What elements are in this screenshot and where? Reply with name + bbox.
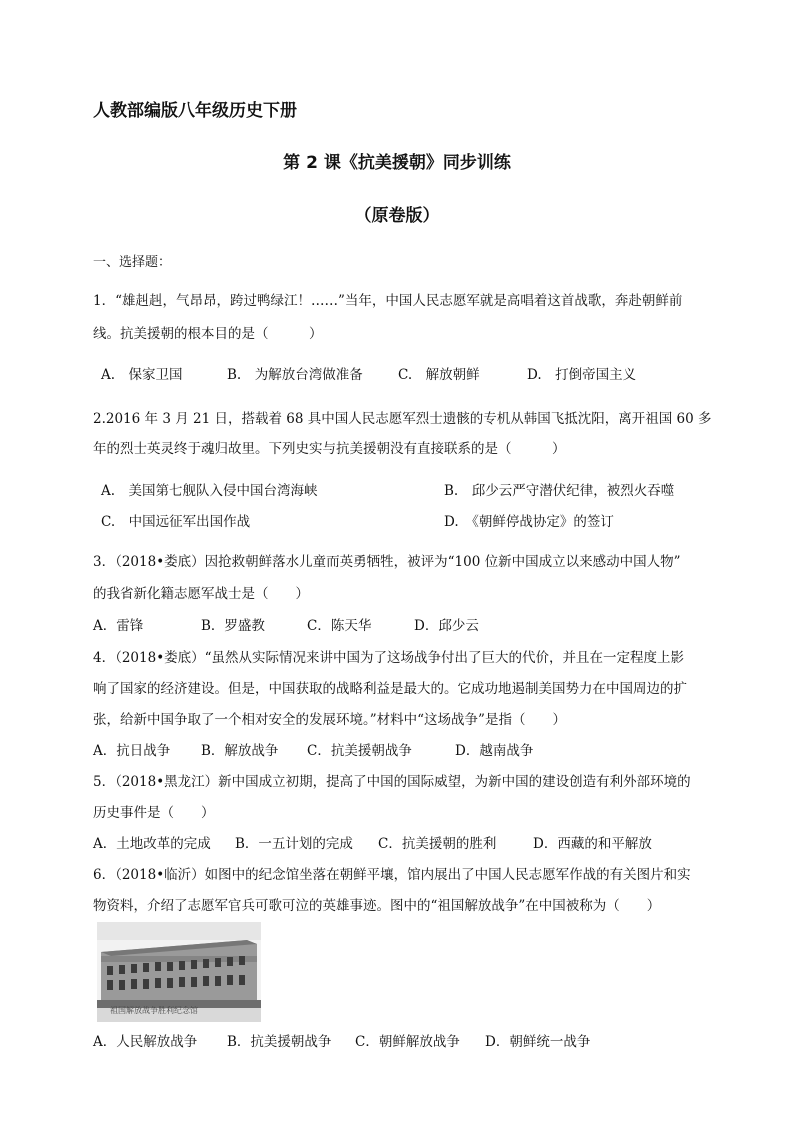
question-3-option-b[interactable]: B．罗盛教: [201, 618, 265, 634]
section-title: 一、选择题：: [93, 255, 172, 270]
question-6-option-a[interactable]: A．人民解放战争: [93, 1034, 198, 1050]
question-4-line-1: 4．（2018•娄底）“虽然从实际情况来讲中国为了这场战争付出了巨大的代价，并且在一定程度上影: [93, 650, 685, 666]
question-5-option-c[interactable]: C．抗美援朝的胜利: [378, 836, 497, 852]
question-2-option-d[interactable]: D. 《朝鲜停战协定》的签订: [444, 514, 614, 530]
question-3-line-2: 的我省新化籍志愿军战士是（ ）: [93, 586, 309, 602]
series-title: 人教部编版八年级历史下册: [93, 101, 297, 121]
question-1-line-2: 线。抗美援朝的根本目的是（ ）: [93, 326, 323, 342]
lesson-title: 第 2 课《抗美援朝》同步训练: [283, 153, 511, 173]
question-2-option-c[interactable]: C. 中国远征军出国作战: [101, 514, 251, 530]
question-1-option-d[interactable]: D. 打倒帝国主义: [527, 367, 637, 383]
question-5-line-1: 5．（2018•黑龙江）新中国成立初期，提高了中国的国际威望，为新中国的建设创造有利外部环境的: [93, 774, 691, 790]
question-2-line-1: 2.2016 年 3 月 21 日，搭载着 68 具中国人民志愿军烈士遗骸的专机从韩国飞抵沈阳，离开祖国 60 多: [93, 411, 712, 427]
question-2-option-a[interactable]: A. 美国第七舰队入侵中国台湾海峡: [101, 483, 318, 499]
question-4-option-d[interactable]: D．越南战争: [455, 743, 534, 759]
question-3-option-a[interactable]: A．雷锋: [93, 618, 144, 634]
question-4-line-3: 张，给新中国争取了一个相对安全的发展环境。”材料中“这场战争”是指（ ）: [93, 712, 566, 728]
question-5-option-b[interactable]: B．一五计划的完成: [235, 836, 353, 852]
question-1-option-b[interactable]: B. 为解放台湾做准备: [227, 367, 363, 383]
question-4-option-a[interactable]: A．抗日战争: [93, 743, 171, 759]
question-1-option-a[interactable]: A. 保家卫国: [101, 367, 183, 383]
question-6-line-1: 6．（2018•临沂）如图中的纪念馆坐落在朝鲜平壤，馆内展出了中国人民志愿军作战的有关图片和实: [93, 867, 691, 883]
question-3-option-d[interactable]: D．邱少云: [414, 618, 479, 634]
question-6-option-d[interactable]: D．朝鲜统一战争: [485, 1034, 591, 1050]
question-5-line-2: 历史事件是（ ）: [93, 805, 215, 821]
question-3-line-1: 3．（2018•娄底）因抢救朝鲜落水儿童而英勇牺牲，被评为“100 位新中国成立以来感动中国人物”: [93, 554, 681, 570]
question-4-line-2: 响了国家的经济建设。但是，中国获取的战略利益是最大的。它成功地遏制美国势力在中国周边的扩: [93, 681, 687, 697]
question-3-option-c[interactable]: C．陈天华: [307, 618, 372, 634]
question-6-option-c[interactable]: C．朝鲜解放战争: [355, 1034, 460, 1050]
question-6-line-2: 物资料，介绍了志愿军官兵可歌可泣的英雄事迹。图中的“祖国解放战争”在中国被称为（ ）: [93, 898, 661, 914]
question-4-option-b[interactable]: B．解放战争: [201, 743, 279, 759]
question-2-line-2: 年的烈士英灵终于魂归故里。下列史实与抗美援朝没有直接联系的是（ ）: [93, 441, 566, 457]
question-5-option-d[interactable]: D．西藏的和平解放: [533, 836, 652, 852]
question-6-option-b[interactable]: B．抗美援朝战争: [227, 1034, 332, 1050]
question-4-option-c[interactable]: C．抗美援朝战争: [307, 743, 412, 759]
question-1-option-c[interactable]: C. 解放朝鲜: [398, 367, 480, 383]
edition-label: （原卷版）: [354, 206, 440, 226]
photo-caption: 祖国解放战争胜利纪念馆: [110, 1006, 198, 1015]
question-5-option-a[interactable]: A．土地改革的完成: [93, 836, 211, 852]
question-2-option-b[interactable]: B. 邱少云严守潜伏纪律，被烈火吞噬: [444, 483, 675, 499]
question-1-line-1: 1．“雄赳赳，气昂昂，跨过鸭绿江！……”当年，中国人民志愿军就是高唱着这首战歌，奔赴朝鲜前: [93, 293, 683, 309]
